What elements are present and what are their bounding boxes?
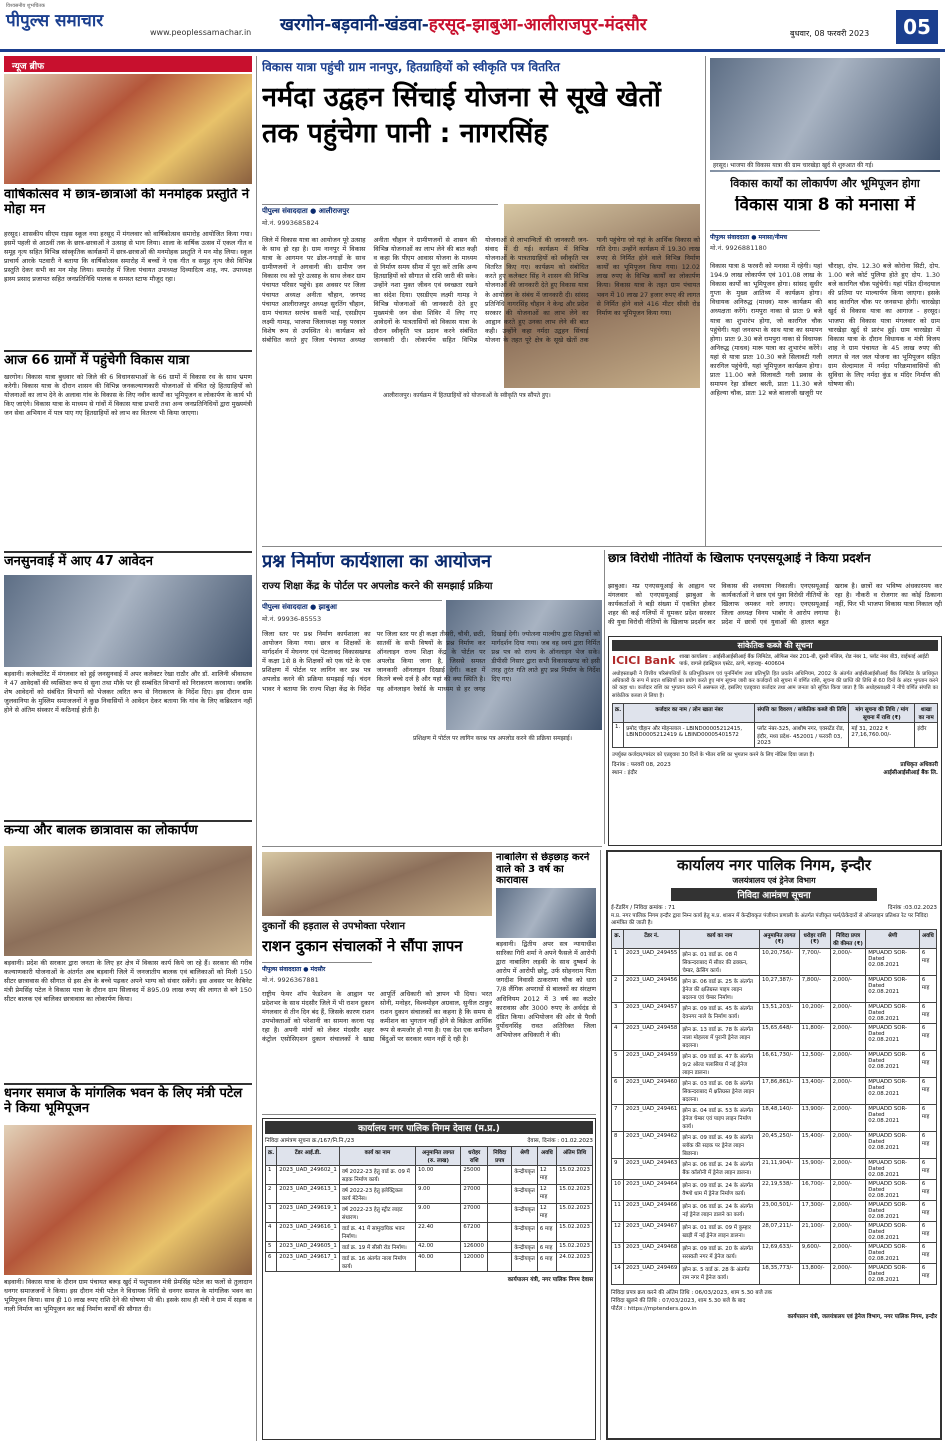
table-cell: 13,51,203/- [759,1003,799,1024]
table-cell: 2,000/- [830,1264,866,1285]
brief-3-headline: जनसुनवाई में आए 47 आवेदन [4,554,153,569]
ration-mobile: मो.नं. 9926367881 [262,976,319,984]
page-number: 05 [896,10,938,44]
table-cell: वार्ड क्र. 41 में सामुदायिक भवन निर्माण। [339,1223,415,1242]
table-row [266,1253,593,1272]
icici-body: अधोहस्ताक्षरी ने वित्तीय परिसंपत्तियों के प्रतिभूतिकरण एवं पुनर्निर्माण तथा प्रतिभूति हित प्रवर्तन अधिनियम, 2002 के अंतर्गत आईसीआईसीआई बैंक लिमिटेड के प्राधिकृत अधिकारी के रूप में प्रदत्त शक्तियों का प्रयोग करते हुए मांग सूचना जारी कर कर्जदारों को सूचना में वर्णित राशि, सूचना की प्राप्ति की तिथि से 60 दिनों के अंदर भुगतान करने को कहा था। कर्जदार राशि का भुगतान करने में असफल रहे, इसलिए एतद्द्वारा कर्जदार तथा आम जनता को सूचित किया जाता है कि अधोहस्ताक्षरी ने नीचे वर्णित संपत्ति का सांकेतिक कब्जा ले लिया है। [612,670,938,699]
table-cell: 6 माह [919,1264,936,1285]
table-row [612,1078,937,1105]
icici-date: दिनांक : फरवरी 08, 2023 [612,762,671,768]
hostel-inauguration-photo [4,846,252,956]
indore-sign: कार्यपालन यंत्री, जलयंत्रालय एवं ड्रेनेज विभाग, नगर पालिक निगम, इन्दौर [787,1314,937,1321]
table-cell: 6 माह [537,1223,556,1242]
table-cell: MPUADD SOR-Dated 02.08.2021 [866,1243,920,1264]
table-cell: झोन क्र. 06 वार्ड क्र. 24 के अंतर्गत नई ड्रेनेज लाइन डालने का कार्य। [680,1201,760,1222]
table-cell: 2023_UAD_249605_1 [277,1242,340,1253]
table-row [266,1185,593,1204]
table-cell: झोन क्र. 03 वार्ड क्र. 08 के अंतर्गत सिकन्दराबाद में क्षतिग्रस्त ड्रेनेज लाइन बदलना। [680,1078,760,1105]
table-cell: MPUADD SOR-Dated 02.08.2021 [866,1180,920,1201]
table-cell: 4 [266,1223,277,1242]
right-byline: पीपुल्स संवाददाता ● मनासा/नीमच [710,230,820,243]
icici-bank-logo: ICICI Bank [612,654,676,667]
table-cell: 24.02.2023 [557,1253,593,1272]
icici-footer: उपर्युक्त कर्जदार/गारंटर को एतद्द्वारा 30 दिनों के भीतर राशि का भुगतान करने के लिए नोटिस दिया जाता है। [612,752,815,758]
table-header: निविदा प्रपत्र की कीमत (₹) [830,930,866,949]
table-header: अवधि [537,1147,556,1166]
table-cell: MPUADD SOR-Dated 02.08.2021 [866,1222,920,1243]
table-cell: 6 माह [537,1242,556,1253]
table-cell [488,1204,512,1223]
table-cell: 16,61,730/- [759,1051,799,1078]
table-cell: 6 माह [919,1024,936,1051]
table-cell: 2 [612,976,624,1003]
table-cell: 15.02.2023 [557,1185,593,1204]
table-cell: 2,000/- [830,1180,866,1201]
table-cell: 13,900/- [799,1105,830,1132]
right-headline: विकास यात्रा 8 को मनासा में [735,196,915,215]
table-cell: झोन क्र. 06 वार्ड क्र. 24 के अंतर्गत बैंक कॉलोनी में ड्रेनेज लाइन डालना। [680,1159,760,1180]
table-cell: 2023_UAD_249469 [623,1264,679,1285]
table-cell: 12 [612,1222,624,1243]
table-cell: झोन क्र. 09 वार्ड क्र. 47 के अंतर्गत 9/2 ओल्ड पलासिया में नई ड्रेनेज लाइन डालना। [680,1051,760,1078]
table-cell: 11 [612,1201,624,1222]
indore-notice: निविदा आमंत्रण सूचना [671,888,877,901]
table-row [612,1180,937,1201]
table-row [612,1003,937,1024]
table-cell: 6 माह [919,1105,936,1132]
icici-notice [608,636,942,846]
workshop-headline: प्रश्न निर्माण कार्यशाला का आयोजन [262,552,492,572]
table-cell: वर्ष 2022-23 हेतु वार्ड क्र. 09 में सड़क निर्माण कार्य। [339,1166,415,1185]
masthead [0,0,945,52]
icici-table: क्र. कर्जदार का नाम / लोन खाता नंबर संपत्ति का विवरण / सांकेतिक कब्जे की तिथि मांग सूचना की तिथि / मांग सूचना में राशि (₹) शाखा का नाम 1. प्रमोद चौहान और मोहनलाल - LBIND00005212415, LBIND0005212419 & LBIND00005401572 प्लॉट नंबर-325, आशीष नगर, एक्सटेंड रोड, इंदौर, मध्य प्रदेश- 452001 / फरवरी 03, 2023 मई 31, 2022 ₹ 27,16,760.00/- इंदौर [612,703,938,748]
table-cell: 27000 [461,1185,488,1204]
table-cell: 6 माह [919,1180,936,1201]
newspaper-logo[interactable]: पीपुल्स समाचार [6,11,104,31]
workshop-subhead: राज्य शिक्षा केंद्र के पोर्टल पर अपलोड करने की समझाई प्रक्रिया [262,581,493,592]
brief-2-text: खरगोन। विकास यात्रा बुधवार को जिले की 6 विधानसभाओं के 66 ग्रामों में विकास रथ के साथ भ्रमण करेगी। विकास यात्रा के दौरान शासन की विभिन्न जनकल्याणकारी योजनाओं से वंचित रहे हितग्राहियों को योजनाओं का लाभ देने के अलावा गांव के विकास के लिए नवीन कार्यों का भूमिपूजन व लोकार्पण के कार्य भी किए जाएंगे। विकास यात्रा के माध्यम से गांवों में विकास यात्रा प्रभारी तथा अन्य जनप्रतिनिधियों द्वारा मुख्यमंत्री जन सेवा अभियान में पात्र पाए गए हितग्राहियों को लाभ का वितरण भी किया जाएगा। [4,373,252,418]
workshop-photo-caption: प्रशिक्षण में पोर्टल पर लागिन करश्न पत्र अपलोड करने की प्रक्रिया समझाई। [410,733,602,743]
table-cell: केन्द्रीयकृत [512,1166,537,1185]
table-row [266,1242,593,1253]
bhoomipujan-photo [4,1125,252,1275]
table-cell: 6 माह [919,1078,936,1105]
indore-ref: ई-टेंडरिंग / निविदा क्रमांक : 71 [611,905,676,911]
table-cell: MPUADD SOR-Dated 02.08.2021 [866,1051,920,1078]
table-cell: 28,07,211/- [759,1222,799,1243]
table-cell: 5 [266,1242,277,1253]
table-cell: MPUADD SOR-Dated 02.08.2021 [866,1078,920,1105]
table-cell: 6 माह [919,949,936,976]
protest-text: झाबुआ। मप्र एनएसयूआई के आह्वान पर मंगलवार को एनएसयूआई झाबुआ के कार्यकर्ताओं ने बड़ी संख्या में एकत्रित होकर शहर की कई गलियों में घूमकर प्रदेश सरकार की युवा विरोधी नीतियों के खिलाफ प्रदर्शन कर विकास की शवयात्रा निकाली। एनएसयूआई कार्यकर्ताओं ने छात्र एवं युवा विरोधी नीतियों के खिलाफ जमकर नारे लगाए। एनएसयूआई जिला अध्यक्ष विनय भाबोर ने आरोप लगाया प्रदेश में छात्रों एवं युवाओं की हालत बहुत खराब है। छात्रों का भविष्य अंधकारमय कर रहा है। नौकरी व रोजगार का कोई ठिकाना नहीं, फिर भी भाजपा विकास यात्रा निकाल रही है। [608,582,942,627]
table-cell: 12,69,633/- [759,1243,799,1264]
lead-text: जिले में विकास यात्रा का आयोजन पूरे उत्साह के साथ हो रहा है। ग्राम नानपुर में विकास यात्रा के आगमन पर ढोल-नगाड़ों के साथ ग्रामीणजनों ने अगवानी की। ग्रामीण जन विकास रथ को पूरे उत्साह के साथ लेकर ग्राम पंचायत परिसर पहुंचे। इस अवसर पर जिला पंचायत अध्यक्ष अनीता चौहान, जनपद पंचायत आलीराजपुर अध्यक्ष सुरतिंग चौहान, ग्राम पंचायत सरपंच सकरी भाई, एसडीएम लक्ष्मी गामड़, भाजपा जिलाध्यक्ष मकू परवाल विशेष रूप से उपस्थित थे। कार्यक्रम को संबोधित करते हुए जिला पंचायत अध्यक्ष अनीता चौहान ने ग्रामीणजनों से शासन की विभिन्न योजनाओं का लाभ लेने की बात कही व कहा कि पीएम आवास योजना के माध्यम से निर्माण समय सीमा में पूरा करें ताकि अन्य हितग्राहियों को सौगात से राशि जारी की सके। उन्होंने नशा मुक्त जीवन एवं स्वच्छता रखने का संदेश दिया। एसडीएम लक्ष्मी गामड़ ने विभिन्न योजनाओं की जानकारी देते हुए मुख्यमंत्री जन सेवा शिविर में लिए गए आवेदनों के पात्रतासियों को विकास यात्रा के दौरान स्वीकृति पत्र प्रदान करने संबंधित जानकारी दी। लोकार्पण सहित विभिन्न योजनाओं से लाभान्वितों की जानकारी जन-संवाद में दी गई। कार्यक्रम में विभिन्न योजनाओं के पात्रताग्राहियों को स्वीकृति पत्र वितरित किए गए। कार्यक्रम को संबोधित करते हुए कलेक्टर सिंह ने शासन की विभिन्न योजनाओं की जानकारी देते हुए विकास यात्रा के आयोजन के संबंध में जानकारी दी। सांसद प्रतिनिधि नागरसिंह चौहान ने केन्द्र और प्रदेश सरकार की योजनाओं का लाभ लेने का आह्वान करते हुए उनका लाभ लेने की बात कही। उन्होंने कहा नर्मदा उद्वहन सिंचाई योजना के तहत पूरे क्षेत्र के सूखे खेतों तक पानी पहुंचेगा जो यहां के आर्थिक विकास को गति देगा। उन्होंने कार्यक्रम में 19.30 लाख रुपए से निर्मित होने वाले विभिन्न निर्माण कार्यों का भूमिपूजन किया गया। 12.02 लाख रुपए के विभिन्न कार्यों का लोकार्पण किया। विकास यात्रा के तहत ग्राम पंचायत भवन में 10 लाख 27 हजार रुपए की लागत से निर्मित होने वाले 416 मीटर सीसी रोड निर्माण का भूमिपूजन किया गया। [262,236,700,345]
table-row [612,1264,937,1285]
dewas-sign: कार्यपालन यंत्री, नगर पालिक निगम देवास [507,1277,593,1283]
table-cell: झोन क्र. 5 वार्ड क्र. 28 के अंतर्गत राम नगर में ड्रेनेज कार्य। [680,1264,760,1285]
table-header: अनुमानित लागत (रु. लाख) [416,1147,461,1166]
indore-table [611,929,937,1285]
table-cell: 21,11,904/- [759,1159,799,1180]
workshop-mobile: मो.नं. 99936-85553 [262,615,322,623]
dewas-tender [262,1118,596,1440]
dewas-title: कार्यालय नगर पालिक निगम देवास (म.प्र.) [265,1121,593,1134]
lead-byline: पीपुल्स संवाददाता ● आलीराजपुर [262,204,498,218]
indore-subtitle: जलयंत्रालय एवं ड्रेनेज विभाग [732,876,816,885]
table-header: श्रेणी [512,1147,537,1166]
table-cell: MPUADD SOR-Dated 02.08.2021 [866,1201,920,1222]
table-cell: 6 माह [919,1051,936,1078]
table-cell: 2023_UAD_249467 [623,1222,679,1243]
table-cell: 2023_UAD_249460 [623,1078,679,1105]
lead-photo-caption: आलीराजपुर। कार्यक्रम में हितग्राहियों को योजनाओं के स्वीकृति पत्र सौंपते हुए। [380,390,700,400]
table-cell: 12 माह [537,1204,556,1223]
table-cell: 67200 [461,1223,488,1242]
table-cell: 2023_UAD_249619_1 [277,1204,340,1223]
table-cell: 10.00 [416,1166,461,1185]
table-cell: 2023_UAD_249456 [623,976,679,1003]
table-cell [488,1166,512,1185]
public-hearing-photo [4,575,252,667]
table-cell: 13,800/- [799,1264,830,1285]
workshop-text: जिला स्तर पर प्रश्न निर्माण कार्यशाला का आयोजन किया गया। छात्र व शिक्षकों के मार्गदर्शन में मेघनगर एवं पेटलावद विकासखण्ड में कक्षा 1से 8 के शिक्षकों को एक घंटे के एक प्रशिक्षण में पोर्टल पर लागिन कर प्रश्न पत्र अपलोड करने की प्रक्रिया समझाई गई। चंदन भावर ने बताया कि राज्य शिक्षा केंद्र के निर्देश पर जिला स्तर पर ही कक्षा तीसरी, चौथी, छठी, सातवीं के सभी विषयों के प्रश्न निर्माण कर ऑनलाइन राज्य शिक्षा केंद्र के पोर्टल पर अपलोड किया जाना है, जिससे समस्त जानकारी ऑनलाइन दिखाई देगी। कक्षा में कितने बच्चे दर्ज है और यहां की क्या स्थिति है। यह ऑनलाइन रेकॉर्ड के माध्यम से हर जगह दिखाई देगी। ज्योत्स्ना माल्वीय द्वारा शिक्षकों को मार्गदर्शन दिया गया। जब वह स्वयं द्वारा निर्मित प्रश्न पत्र को राज्य के ऑनलाइन भेज सके। डीपीसी निसार द्वारा सभी विकासखण्ड को इसी तरह तुरंत गति लाते हुए प्रश्न निर्माण के निर्देश दिए गए। [262,630,600,693]
table-cell: 15,400/- [799,1132,830,1159]
table-row [612,1243,937,1264]
icici-office: शाखा कार्यालय : आईसीआईसीआई बैंक लिमिटेड, ऑफिस नंबर 201-बी, दूसरी मंजिल, रोड नंबर 1, प्लॉट नंबर बी3, वाईफाई आईटी पार्क, वागले इंडस्ट्रियल एस्टेट, ठाणे, महाराष्ट्र- 400604 [679,654,929,667]
indore-footer-2: निविदा खुलने की तिथि : 07/03/2023, शाम 5.30 बजे के बाद [611,1298,746,1305]
table-cell: 25000 [461,1166,488,1185]
table-cell: 15.02.2023 [557,1204,593,1223]
table-cell: 2,000/- [830,1159,866,1180]
annual-function-photo [4,74,252,184]
right-photo-caption: हरसूद। भाजपा की विकास यात्रा की ग्राम चारखेड़ा खुर्द से शुरुआत की गई। [710,160,940,170]
table-cell: केन्द्रीयकृत [512,1204,537,1223]
indore-intro: म.प्र. नगर पालिक निगम इन्दौर द्वारा निम्न कार्य हेतु म.प्र. शासन में केन्द्रीयकृत पंजीयन प्रणाली के अंतर्गत पंजीकृत फर्म/ठेकेदारों से ऑनलाइन प्रतिशत रेट पर निविदा आमंत्रित की जाती है। [611,913,928,927]
table-cell: 15.02.2023 [557,1242,593,1253]
indore-date: दिनांक :03.02.2023 [888,905,937,911]
icici-place: स्थान : इंदौर [612,770,638,776]
table-cell: 2023_UAD_249463 [623,1159,679,1180]
table-cell: MPUADD SOR-Dated 02.08.2021 [866,1159,920,1180]
table-cell: 27000 [461,1204,488,1223]
table-header: धरोहर राशि [461,1147,488,1166]
table-cell: 2023_UAD_249468 [623,1243,679,1264]
table-cell: 8 [612,1132,624,1159]
table-cell: 120000 [461,1253,488,1272]
table-header: टेंडर नं. [623,930,679,949]
table-cell: 10 [612,1180,624,1201]
table-cell: 9.00 [416,1204,461,1223]
brief-4-text: बड़वानी। प्रदेश की सरकार द्वारा जनता के लिए हर क्षेत्र में विकास कार्य किये जा रहे हैं। सरकार की गरीब कल्याणकारी योजनाओं के अंतर्गत अब बड़वानी जिले में जनजातीय बालक एवं बालिकाओं को मिली 150 सीटर छात्रावास की सौगात से इस क्षेत्र के बच्चे पढ़कर अपने भाग्य को संवार सकेंगे। इस अवसर पर कैबिनेट मंत्री प्रेमसिंह पटेल ने विकास यात्रा के दौरान ग्राम सिलावद में 895.09 लाख रुपए की लागत से बने 150 सीटर बालक एवं बालिका छात्रावास का लोकार्पण किया। [4,959,252,1004]
table-cell: झोन क्र. 13 वार्ड क्र. 78 के अंतर्गत नाला मोहल्ला में पुरानी ड्रेनेज लाइन बदलना। [680,1024,760,1051]
table-cell: 18,48,140/- [759,1105,799,1132]
table-cell: 2,000/- [830,1078,866,1105]
table-header: अनुमानित लागत (₹) [759,930,799,949]
edition-title [280,12,647,35]
icici-row: 1. प्रमोद चौहान और मोहनलाल - LBIND00005212415, LBIND0005212419 & LBIND00005401572 प्लॉट नंबर-325, आशीष नगर, एक्सटेंड रोड, इंदौर, मध्य प्रदेश- 452001 / फरवरी 03, 2023 मई 31, 2022 ₹ 27,16,760.00/- इंदौर [613,723,938,748]
table-cell: MPUADD SOR-Dated 02.08.2021 [866,976,920,1003]
table-cell: 13 [612,1243,624,1264]
table-cell: 7 [612,1105,624,1132]
table-cell: झोन क्र. 09 वार्ड क्र. 24 के अंतर्गत वैष्णो धाम में ड्रेनेज निर्माण कार्य। [680,1180,760,1201]
table-row [266,1166,593,1185]
table-cell: 12,500/- [799,1051,830,1078]
table-cell: 40.00 [416,1253,461,1272]
table-row [612,1201,937,1222]
table-cell: 17,86,861/- [759,1078,799,1105]
edition-primary: खरगोन-बड़वानी-खंडवा- [280,15,429,35]
table-cell: झोन क्र. 06 वार्ड क्र. 25 के अंतर्गत ड्रेनेज की क्षतिग्रस्त पाइप लाइन बदलना एवं चेम्बर निर्माण। [680,976,760,1003]
table-cell: 2,000/- [830,1003,866,1024]
table-cell: 12 माह [537,1185,556,1204]
ration-headline: राशन दुकान संचालकों ने सौंपा ज्ञापन [262,938,463,955]
dewas-date: देवास, दिनांक : 01.02.2023 [527,1138,593,1144]
protest-headline: छात्र विरोधी नीतियों के खिलाफ एनएसयूआई ने किया प्रदर्शन [608,552,871,565]
court-headline: नाबालिग से छेड़छाड़ करने वाले को 3 वर्ष का कारावास [496,852,590,886]
table-cell: 9 [612,1159,624,1180]
right-mobile: मो.नं. 9926881180 [710,244,767,252]
table-row [612,1051,937,1078]
table-cell: 10,27,387/- [759,976,799,1003]
table-cell: 42.00 [416,1242,461,1253]
table-cell: 7,700/- [799,949,830,976]
table-cell: 9,600/- [799,1243,830,1264]
table-cell: 2023_UAD_249616_1 [277,1223,340,1242]
court-gavel-photo [496,888,596,938]
table-cell: MPUADD SOR-Dated 02.08.2021 [866,1024,920,1051]
table-cell: वर्ष 2022-23 हेतु इलेक्ट्रिकल कार्य मेंटेनेंस। [339,1185,415,1204]
table-header: क्र. [612,930,624,949]
table-cell [488,1185,512,1204]
table-cell: 6 माह [919,1159,936,1180]
table-header: क्र. [266,1147,277,1166]
table-cell: 15.02.2023 [557,1166,593,1185]
table-cell: 14 [612,1264,624,1285]
table-cell: 15,65,648/- [759,1024,799,1051]
table-cell: MPUADD SOR-Dated 02.08.2021 [866,1132,920,1159]
table-cell: 6 [266,1253,277,1272]
table-cell: 2023_UAD_249464 [623,1180,679,1201]
website-link[interactable]: www.peoplessamachar.in [150,28,252,37]
court-text: बड़वानी। द्वितीय अपर सत्र न्यायाधीश सारिका गिरी शर्मा ने अपने फैसले में आरोपी द्वारा नाबालिग लड़की के साथ दुष्कर्म के आरोप में आरोपी छोटू, उर्फ सोहनराम पिता जगदीश निवासी ठाकराणा चौक को धारा 7/8 लैंगिक अपराधों से बालकों का संरक्षण अधिनियम 2012 में 3 वर्ष का कठोर कारावास और 3000 रुपए के अर्थदंड से दंडित किया। अभियोजन की ओर से पैरवी दुर्योधनसिंह रावत अतिरिक्त जिला अभियोजन अधिकारी ने की। [496,940,596,1039]
table-cell: 10,200/- [799,1003,830,1024]
table-cell: झोन क्र. 01 वार्ड क्र. 08 में सिकन्दराबाद में सीवर की ढक्कन, चेम्बर, क्रेसिंग कार्य। [680,949,760,976]
table-cell: 2,000/- [830,1051,866,1078]
table-cell: 22.40 [416,1223,461,1242]
table-cell: 2,000/- [830,949,866,976]
table-cell: 2,000/- [830,1024,866,1051]
table-cell: वार्ड क्र. 19 में सीसी रोड निर्माण। [339,1242,415,1253]
indore-title: कार्यालय नगर पालिक निगम, इन्दौर [677,856,871,874]
table-row [612,1159,937,1180]
table-cell: झोन क्र. 04 वार्ड क्र. 53 के अंतर्गत ड्रेनेज चेम्बर एवं पाइप लाइन निर्माण कार्य। [680,1105,760,1132]
table-cell: MPUADD SOR-Dated 02.08.2021 [866,949,920,976]
ration-shop-photo [262,852,492,916]
brief-4-headline: कन्या और बालक छात्रावास का लोकार्पण [4,823,198,838]
table-cell: 2023_UAD_249613_1 [277,1185,340,1204]
table-cell: 20,45,250/- [759,1132,799,1159]
edition-secondary: हरसूद-झाबुआ-आलीराजपुर-मंदसौर [428,15,647,35]
table-cell: 18,35,773/- [759,1264,799,1285]
brief-1-headline: वार्षिकोत्सव में छात्र-छात्राओं की मनमोहक प्रस्तुति ने मोहा मन [4,188,250,217]
table-cell: 126000 [461,1242,488,1253]
issue-date: बुधवार, 08 फरवरी 2023 [790,29,870,38]
table-cell: 2023_UAD_249455 [623,949,679,976]
table-cell: 2023_UAD_249458 [623,1024,679,1051]
table-cell: 15.02.2023 [557,1223,593,1242]
lead-headline: नर्मदा उद्वहन सिंचाई योजना से सूखे खेतों तक पहुंचेगा पानी : नागरसिंह [262,82,661,150]
table-cell: 3 [266,1204,277,1223]
table-cell: 2,000/- [830,1132,866,1159]
table-cell: MPUADD SOR-Dated 02.08.2021 [866,1264,920,1285]
ration-byline: पीपुल्स संवाददाता ● मंदसौर [262,962,372,975]
table-header: अंतिम तिथि [557,1147,593,1166]
table-cell: केन्द्रीयकृत [512,1253,537,1272]
table-cell: झोन क्र. 01 वार्ड क्र. 09 में कुम्हार खाड़ी में नई ड्रेनेज लाइन डालना। [680,1222,760,1243]
icici-signatory: प्राधिकृत अधिकारी [900,762,938,768]
indore-portal-link[interactable]: पोर्टल : https://mptenders.gov.in [611,1306,697,1313]
news-brief-label: न्यूज ब्रीफ [4,56,252,72]
brief-5-headline: धनगर समाज के मांगलिक भवन के लिए मंत्री पटेल ने किया भूमिपूजन [4,1086,243,1116]
brief-5-text: बड़वानी। विकास यात्रा के दौरान ग्राम पंचायत बरूड़ खुर्द में पशुपालन मंत्री प्रेमसिंह पटेल का फलों से तुलादान धनगर समाजजनों ने किया। इस दौरान मंत्री पटेल ने विधायक निधि से धनगर समाज के मांगलिक भवन का भूमिपूजन किया। साथ ही 10 लाख रुपए राशि देने की घोषणा भी की। इसके साथ ही मंत्री ने ग्राम में सड़क व नाली निर्माण का भूमिपूजन कर कई निर्माण कार्यों की सौगात दी। [4,1278,252,1314]
table-cell: वार्ड क्र. 16 अंतर्गत नाला निर्माण कार्य। [339,1253,415,1272]
table-cell: MPUADD SOR-Dated 02.08.2021 [866,1003,920,1024]
table-cell: 1 [612,949,624,976]
table-cell: 6 [612,1078,624,1105]
table-cell: 9.00 [416,1185,461,1204]
dewas-table [265,1146,593,1272]
table-cell [488,1242,512,1253]
table-cell: 6 माह [919,1243,936,1264]
table-cell: 6 माह [919,1222,936,1243]
lead-kicker: विकास यात्रा पहुंची ग्राम नानपुर, हितग्राहियों को स्वीकृति पत्र वितरित [262,60,560,74]
table-cell: झोन क्र. 09 वार्ड क्र. 20 के अंतर्गत सरस्वती नगर में ड्रेनेज कार्य। [680,1243,760,1264]
table-cell: 6 माह [537,1253,556,1272]
brief-1-text: हरसूद। शासकीय सीएम राइस स्कूल नया हरसूद में मंगलवार को वार्षिकोत्सव समारोह आयोजित किया गया। इसमें पहली से आठवीं तक के छात्र-छात्राओं ने उत्साह से भाग लिया। शाला के वार्षिक उत्सव में एकल गीत व समूह नृत्य सहित विभिन्न सांस्कृतिक कार्यक्रमों में छात्र-छात्राओं की मनमोहक प्रस्तुति ने मन मोह लिया। स्कूल प्राचार्य आरके पटवारी ने बताया कि वार्षिकोत्सव समारोह में बच्चों ने एक गीत व समूह नृत्य जैसे विभिन्न प्रस्तुति देकर सभी का मन मोह लिया। समारोह में जिला पंचायत उपाध्यक्ष दिव्यादित्य शाह, नप. उपाध्यक्ष ह्रास्य प्रसाद प्रजापत सहित जनप्रतिनिधि पालक व समस्त स्टाफ मौजूद रहा। [4,230,252,284]
table-cell: 6 माह [919,1201,936,1222]
table-cell: 2,000/- [830,1105,866,1132]
ration-kicker: दुकानों की हड़ताल से उपभोक्ता परेशान [262,921,406,932]
table-cell: 6 माह [919,1132,936,1159]
table-cell: केन्द्रीयकृत [512,1242,537,1253]
table-cell: 21,100/- [799,1222,830,1243]
table-row [612,1024,937,1051]
table-cell: 23,00,501/- [759,1201,799,1222]
workshop-byline: पीपुल्स संवाददाता ● झाबुआ [262,600,442,614]
table-cell: 10,20,756/- [759,949,799,976]
tagline: विश्वसनीय शुभचिंतक [6,3,45,9]
table-cell: 2023_UAD_249617_1 [277,1253,340,1272]
table-cell: 7,800/- [799,976,830,1003]
brief-2-headline: आज 66 ग्रामों में पहुंचेगी विकास यात्रा [4,353,190,368]
table-row [612,949,937,976]
table-row [266,1223,593,1242]
table-header: कार्य का नाम [339,1147,415,1166]
table-row [612,1132,937,1159]
right-kicker: विकास कार्यों का लोकार्पण और भूमिपूजन होगा [730,177,920,190]
table-cell: 2,000/- [830,976,866,1003]
table-cell [488,1223,512,1242]
table-cell: MPUADD SOR-Dated 02.08.2021 [866,1105,920,1132]
table-cell: 6 माह [919,1003,936,1024]
lead-mobile: मो.नं. 9993685824 [262,219,319,227]
table-cell: झोन क्र. 09 वार्ड क्र. 45 के अंतर्गत देवनगर नाले के निर्माण कार्य। [680,1003,760,1024]
table-cell: 2023_UAD_249466 [623,1201,679,1222]
table-cell [488,1253,512,1272]
table-cell: 2023_UAD_249461 [623,1105,679,1132]
table-cell: 2023_UAD_249602_1 [277,1166,340,1185]
dewas-ref: निविदा आमंत्रण सूचना क्र./167/नि.नि./23 [265,1138,355,1144]
ration-text: राष्ट्रीय फेयर शॉप फेडरेशन के आह्वान पर प्रदेशभर के साथ मंदसौर जिले में भी राशन दुकान मंगलवार से तीन दिन बंद हैं, जिसके कारण राशन उपभोक्ताओं को परेशानी का सामना करना पड़ रहा है। अपनी मांगों को लेकर मंदसौर शहर कंट्रोल एसोसिएशन दुकान संचालकों ने खाद्य आपूर्ति अधिकारी को ज्ञापन भी दिया। भरत सोनी, मनोहर, विश्वमोहन अग्रवाल, सुनील ठाकुर राशन दुकान संचालकों का कहना है कि समय से कमीशन का भुगतान नहीं होने से विक्रेता आर्थिक रूप से कमजोर हो गया है। एक देश एक कमीशन बिंदुओं पर सरकार ध्यान नहीं दे रही है। [262,990,492,1044]
right-text: विकास यात्रा 8 फरवरी को मनासा में रहेगी। यहां 194.9 लाख लोकार्पण एवं 101.08 लाख के विकास कार्यों का भूमिपूजन होगा। सांसद सुधीर गुप्ता के मुख्य आतिथ्य में कार्यक्रम होगा। विधायक अनिरुद्ध (माधव) मारू कार्यक्रम की अध्यक्षता करेंगे। रामपुरा नाका से प्रातः 9 बजे यात्रा का शुभारंभ होगा, जो कारगिल चौक पहुंचेगी। यहां जनसभा के साथ यात्रा का समापन होगा। प्रातः 9.30 बजे रामपुरा नाका से विधायक अनिरुद्ध (माधव) मारू यात्रा का शुभारंभ करेंगे। यहां से यात्रा प्रातः 10.30 बजे सिलावटी गली कारगिल पहुंचेगी, यहां भूमिपूजन कार्यक्रम होगा। प्रातः 11.00 बजे सिलावटी गली प्रवास के समापन रेहा डॉक्टर बस्ती, प्रातः 11.30 बजे अहिल्या चौक, प्रातः 12 बजे बालाजी खजूरी पर चौराहा, दोप. 12.30 बजे कोरोना सिटी, दोप. 1.00 बजे कोर्ट पुलिया होते हुए दोप. 1.30 बजे कारगिल चौक पहुंचेगी। यहां पंडित दीनदयाल की प्रतिमा पर माल्यार्पण किया जाएगा। इसके बाद कारगिल चौक पर जनसभा होगी। चारखेड़ा खुर्द से विकास यात्रा का आगाज - हरसूद। भाजपा की विकास यात्रा मंगलवार को ग्राम चारखेड़ा खुर्द से प्रारंभ हुई। ग्राम चारखेड़ा में विकास यात्रा के दौरान विधायक व मंत्री विजय शाह ने ग्राम पंचायत के 45 लाख रुपए की लागत से नल जल योजना का भूमिपूजन सहित ग्राम सेल्दामाल में नर्मदा परिक्रमावासियों की सुविधा के लिए नर्मदा कुंड व मंदिर निर्माण की घोषणा की। [710,262,940,398]
table-cell: वर्ष 2022-23 हेतु स्ट्रीट लाइट संधारण। [339,1204,415,1223]
table-row [612,1222,937,1243]
table-row [612,1105,937,1132]
table-cell: 2,000/- [830,1243,866,1264]
table-cell: 4 [612,1024,624,1051]
table-cell: 2023_UAD_249459 [623,1051,679,1078]
table-header: श्रेणी [866,930,920,949]
table-cell: 2023_UAD_249457 [623,1003,679,1024]
table-cell: 1 [266,1166,277,1185]
table-cell: 22,19,538/- [759,1180,799,1201]
table-cell: 13,400/- [799,1078,830,1105]
table-header: निविदा प्रपत्र [488,1147,512,1166]
table-header: धरोहर राशि (₹) [799,930,830,949]
table-cell: 2023_UAD_249462 [623,1132,679,1159]
indore-tender [606,850,942,1440]
table-cell: 17,300/- [799,1201,830,1222]
table-header: कार्य का नाम [680,930,760,949]
table-cell: केन्द्रीयकृत [512,1223,537,1242]
table-row [266,1204,593,1223]
indore-footer-1: निविदा प्रपत्र क्रय करने की अंतिम तिथि : 06/03/2023, शाम 5.30 बजे तक [611,1290,772,1297]
table-row [612,976,937,1003]
table-cell: 12 माह [537,1166,556,1185]
brief-3-text: बड़वानी। कलेक्टोरेट में मंगलवार को हुई जनसुनवाई में अपर कलेक्टर रेखा राठौर और डॉ. शालिनी श्रीवास्तव ने 47 आवेदकों की व्यक्तिशः रूप से सुना तथा मौके पर ही सम्बंधित विभागों को निराकरण करवाया। जबकि शेष आवेदनों को संबंधित विभागों को भेजकर त्वरित रूप से निराकरण के निर्देश दिए। इस दौरान ग्राम जुलवानिया के मुस्लिम समाजजनों ने कुछ निवासियों ने आवेदन देकर बताया कि गांव के लिए कब्रिस्तान नहीं होने से अंतिम संस्कार में कठिनाई होती है। [4,670,252,715]
table-cell: 2,000/- [830,1222,866,1243]
icici-bank-sign: आईसीआईसीआई बैंक लि. [883,770,938,776]
table-cell: 2,000/- [830,1201,866,1222]
table-cell: 5 [612,1051,624,1078]
icici-title: सांकेतिक कब्जे की सूचना [612,640,938,651]
table-header: टेंडर आई.डी. [277,1147,340,1166]
table-cell: केन्द्रीयकृत [512,1185,537,1204]
table-cell: झोन क्र. 09 वार्ड क्र. 49 के अंतर्गत ब्लॉक की सड़क पर ड्रेनेज लाइन बिछाना। [680,1132,760,1159]
table-cell: 15,900/- [799,1159,830,1180]
right-photo [710,58,940,172]
table-header: अवधि [919,930,936,949]
table-cell: 3 [612,1003,624,1024]
table-cell: 11,800/- [799,1024,830,1051]
table-cell: 16,700/- [799,1180,830,1201]
table-cell: 6 माह [919,976,936,1003]
table-cell: 2 [266,1185,277,1204]
